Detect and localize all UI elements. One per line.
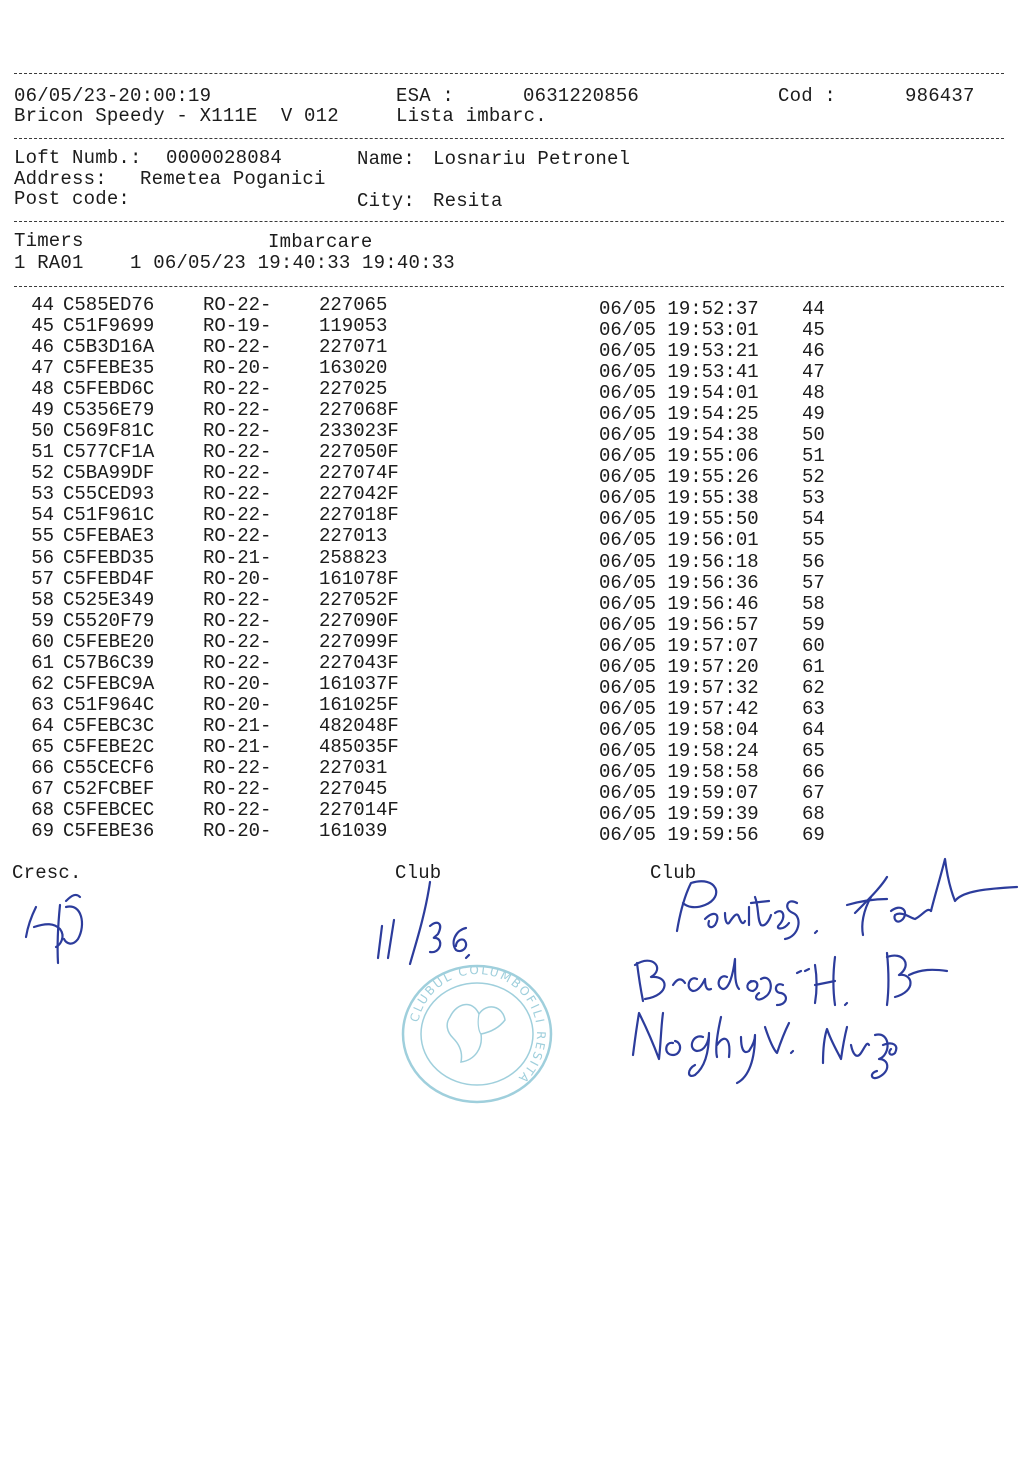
ring-id: C525E349 [63, 588, 155, 611]
order-number: 45 [802, 319, 825, 341]
table-row [0, 588, 1024, 615]
row-index: 62 [31, 672, 54, 695]
table-row [0, 672, 1024, 699]
row-index: 57 [31, 567, 54, 590]
cresc-label: Cresc. [12, 862, 82, 884]
owner-address: Remetea Poganici [140, 168, 326, 190]
row-index: 51 [31, 441, 54, 464]
row-index: 53 [31, 483, 54, 506]
order-number: 48 [802, 382, 825, 405]
ring-id: C5FEBE20 [63, 630, 155, 653]
row-index: 47 [31, 357, 54, 380]
ring-id: C51F9699 [63, 315, 155, 337]
basketing-time: 06/05 19:53:21 [599, 340, 759, 363]
loft-label: Loft Numb.: [14, 147, 142, 169]
ring-id: C585ED76 [63, 294, 155, 316]
order-number: 46 [802, 340, 825, 363]
row-index: 59 [31, 609, 54, 632]
ring-series: RO-22- [203, 525, 272, 548]
ring-series: RO-20- [203, 693, 272, 716]
order-number: 66 [802, 760, 825, 783]
basketing-time: 06/05 19:59:07 [599, 781, 759, 804]
order-number: 51 [802, 445, 825, 468]
row-index: 58 [31, 588, 54, 611]
ring-number: 227090F [319, 609, 399, 632]
ring-id: C5FEBE36 [63, 820, 155, 842]
ring-id: C5356E79 [63, 399, 155, 422]
list-title: Lista imbarc. [396, 105, 547, 127]
club-label: Club [395, 862, 442, 884]
ring-id: C55CED93 [63, 483, 155, 506]
table-row [0, 609, 1024, 636]
table-row [0, 441, 1024, 468]
order-number: 50 [802, 424, 825, 447]
ring-number: 161039 [319, 820, 388, 842]
ring-id: C5BA99DF [63, 462, 155, 485]
table-row [0, 399, 1024, 426]
order-number: 60 [802, 634, 825, 657]
basketing-time: 06/05 19:57:32 [599, 676, 759, 699]
row-index: 64 [31, 714, 54, 737]
ring-series: RO-22- [203, 441, 272, 464]
order-number: 52 [802, 466, 825, 489]
order-number: 56 [802, 550, 825, 573]
order-number: 49 [802, 403, 825, 426]
ring-id: C51F964C [63, 693, 155, 716]
basketing-time: 06/05 19:54:38 [599, 424, 759, 447]
ring-number: 227068F [319, 399, 399, 422]
basketing-time: 06/05 19:55:50 [599, 508, 759, 531]
row-index: 56 [31, 546, 54, 569]
row-index: 50 [31, 420, 54, 443]
ring-number: 233023F [319, 420, 399, 443]
ring-number: 161078F [319, 567, 399, 590]
order-number: 57 [802, 571, 825, 594]
table-row [0, 504, 1024, 531]
ring-series: RO-22- [203, 462, 272, 485]
ring-id: C57B6C39 [63, 651, 155, 674]
ring-number: 161037F [319, 672, 399, 695]
postcode-label: Post code: [14, 188, 131, 210]
table-row [0, 777, 1024, 804]
ring-series: RO-22- [203, 609, 272, 632]
ring-number: 227071 [319, 336, 388, 359]
table-row [0, 693, 1024, 720]
ring-id: C577CF1A [63, 441, 155, 464]
ring-series: RO-22- [203, 399, 272, 422]
table-row [0, 756, 1024, 783]
row-index: 66 [31, 756, 54, 779]
basketing-time: 06/05 19:56:36 [599, 571, 759, 594]
basketing-time: 06/05 19:56:18 [599, 550, 759, 573]
ring-id: C5FEBAE3 [63, 525, 155, 548]
ring-series: RO-19- [203, 315, 272, 337]
ring-number: 119053 [319, 315, 388, 337]
order-number: 63 [802, 697, 825, 720]
ring-id: C5FEBC3C [63, 714, 155, 737]
print-datetime: 06/05/23-20:00:19 [14, 85, 212, 107]
basketing-time: 06/05 19:56:46 [599, 592, 759, 615]
row-index: 68 [31, 799, 54, 821]
order-number: 44 [802, 298, 825, 320]
ring-number: 227052F [319, 588, 399, 611]
ring-id: C5FEBE2C [63, 735, 155, 758]
stamp-text: CLUBUL COLUMBOFILI RESITA [407, 962, 549, 1087]
order-number: 62 [802, 676, 825, 699]
table-row [0, 462, 1024, 489]
separator-line [14, 73, 1004, 74]
ring-series: RO-22- [203, 504, 272, 527]
table-row [0, 315, 1024, 341]
row-index: 65 [31, 735, 54, 758]
row-index: 49 [31, 399, 54, 422]
ring-id: C5B3D16A [63, 336, 155, 359]
table-row [0, 378, 1024, 405]
breeder-signature-icon [20, 885, 100, 970]
order-number: 65 [802, 739, 825, 762]
separator-line [14, 138, 1004, 139]
ring-id: C51F961C [63, 504, 155, 527]
order-number: 47 [802, 361, 825, 384]
owner-city: Resita [433, 190, 503, 212]
table-row [0, 799, 1024, 825]
ring-series: RO-22- [203, 799, 272, 821]
basketing-time: 06/05 19:59:56 [599, 824, 759, 846]
row-index: 44 [31, 294, 54, 316]
timers-label: Timers [14, 230, 84, 252]
loft-number: 0000028084 [166, 147, 283, 169]
order-number: 59 [802, 613, 825, 636]
basketing-time: 06/05 19:55:38 [599, 487, 759, 510]
basketing-time: 06/05 19:54:25 [599, 403, 759, 426]
ring-series: RO-21- [203, 735, 272, 758]
table-row [0, 651, 1024, 678]
ring-id: C5FEBD6C [63, 378, 155, 401]
basketing-time: 06/05 19:55:26 [599, 466, 759, 489]
club-signatures-icon [625, 845, 1020, 1090]
row-index: 67 [31, 777, 54, 800]
ring-id: C5FEBC9A [63, 672, 155, 695]
basketing-time: 06/05 19:54:01 [599, 382, 759, 405]
ring-id: C5FEBD35 [63, 546, 155, 569]
separator-line [14, 286, 1004, 287]
order-number: 53 [802, 487, 825, 510]
ring-number: 227045 [319, 777, 388, 800]
order-number: 58 [802, 592, 825, 615]
timer-line: 1 RA01 1 06/05/23 19:40:33 19:40:33 [14, 252, 455, 274]
table-row [0, 357, 1024, 384]
basketing-time: 06/05 19:56:01 [599, 529, 759, 552]
ring-number: 161025F [319, 693, 399, 716]
club-stamp-icon [395, 962, 560, 1107]
table-row [0, 525, 1024, 552]
basketing-time: 06/05 19:58:04 [599, 718, 759, 741]
handwritten-number-icon [370, 876, 490, 966]
table-row [0, 546, 1024, 573]
basketing-time: 06/05 19:59:39 [599, 803, 759, 825]
ring-number: 227031 [319, 756, 388, 779]
ring-series: RO-21- [203, 714, 272, 737]
row-index: 69 [31, 820, 54, 842]
ring-series: RO-22- [203, 378, 272, 401]
ring-number: 227025 [319, 378, 388, 401]
order-number: 64 [802, 718, 825, 741]
owner-name: Losnariu Petronel [433, 148, 631, 170]
club-label: Club [650, 862, 697, 884]
basketing-time: 06/05 19:58:58 [599, 760, 759, 783]
ring-series: RO-21- [203, 546, 272, 569]
row-index: 61 [31, 651, 54, 674]
order-number: 54 [802, 508, 825, 531]
ring-number: 227065 [319, 294, 388, 316]
ring-number: 227018F [319, 504, 399, 527]
table-row [0, 714, 1024, 741]
ring-series: RO-22- [203, 588, 272, 611]
ring-series: RO-22- [203, 336, 272, 359]
ring-number: 485035F [319, 735, 399, 758]
row-index: 55 [31, 525, 54, 548]
separator-line [14, 221, 1004, 222]
ring-number: 227074F [319, 462, 399, 485]
table-row [0, 483, 1024, 510]
ring-number: 227042F [319, 483, 399, 506]
ring-series: RO-22- [203, 630, 272, 653]
basketing-time: 06/05 19:57:42 [599, 697, 759, 720]
row-index: 45 [31, 315, 54, 337]
row-index: 60 [31, 630, 54, 653]
basketing-time: 06/05 19:58:24 [599, 739, 759, 762]
ring-id: C5520F79 [63, 609, 155, 632]
device-name: Bricon Speedy - X111E V 012 [14, 105, 339, 127]
ring-series: RO-20- [203, 820, 272, 842]
ring-series: RO-22- [203, 651, 272, 674]
ring-number: 227099F [319, 630, 399, 653]
ring-number: 227050F [319, 441, 399, 464]
order-number: 55 [802, 529, 825, 552]
row-index: 54 [31, 504, 54, 527]
ring-id: C569F81C [63, 420, 155, 443]
table-row [0, 630, 1024, 657]
basketing-time: 06/05 19:56:57 [599, 613, 759, 636]
row-index: 52 [31, 462, 54, 485]
basketing-time: 06/05 19:55:06 [599, 445, 759, 468]
order-number: 68 [802, 803, 825, 825]
table-row [0, 294, 1024, 320]
row-index: 48 [31, 378, 54, 401]
ring-id: C5FEBCEC [63, 799, 155, 821]
esa-label: ESA : [396, 85, 455, 107]
ring-number: 163020 [319, 357, 388, 380]
ring-number: 227013 [319, 525, 388, 548]
basketing-time: 06/05 19:53:01 [599, 319, 759, 341]
ring-series: RO-22- [203, 756, 272, 779]
row-index: 46 [31, 336, 54, 359]
ring-series: RO-22- [203, 777, 272, 800]
ring-number: 258823 [319, 546, 388, 569]
ring-series: RO-22- [203, 420, 272, 443]
table-row [0, 567, 1024, 594]
ring-series: RO-22- [203, 483, 272, 506]
basketing-time: 06/05 19:57:20 [599, 655, 759, 678]
ring-number: 227043F [319, 651, 399, 674]
ring-series: RO-22- [203, 294, 272, 316]
order-number: 61 [802, 655, 825, 678]
ring-series: RO-20- [203, 672, 272, 695]
imbarcare-label: Imbarcare [268, 231, 373, 253]
ring-id: C5FEBE35 [63, 357, 155, 380]
table-row [0, 420, 1024, 447]
ring-id: C5FEBD4F [63, 567, 155, 590]
row-index: 63 [31, 693, 54, 716]
ring-series: RO-20- [203, 357, 272, 380]
cod-value: 986437 [905, 85, 975, 107]
table-row [0, 336, 1024, 363]
ring-number: 227014F [319, 799, 399, 821]
table-row [0, 820, 1024, 846]
ring-series: RO-20- [203, 567, 272, 590]
order-number: 67 [802, 781, 825, 804]
address-label: Address: [14, 168, 107, 190]
basketing-time: 06/05 19:53:41 [599, 361, 759, 384]
order-number: 69 [802, 824, 825, 846]
ring-id: C52FCBEF [63, 777, 155, 800]
city-label: City: [357, 190, 416, 212]
basketing-time: 06/05 19:57:07 [599, 634, 759, 657]
basketing-time: 06/05 19:52:37 [599, 298, 759, 320]
table-row [0, 735, 1024, 762]
esa-value: 0631220856 [523, 85, 640, 107]
cod-label: Cod : [778, 85, 837, 107]
ring-number: 482048F [319, 714, 399, 737]
ring-id: C55CECF6 [63, 756, 155, 779]
name-label: Name: [357, 148, 416, 170]
